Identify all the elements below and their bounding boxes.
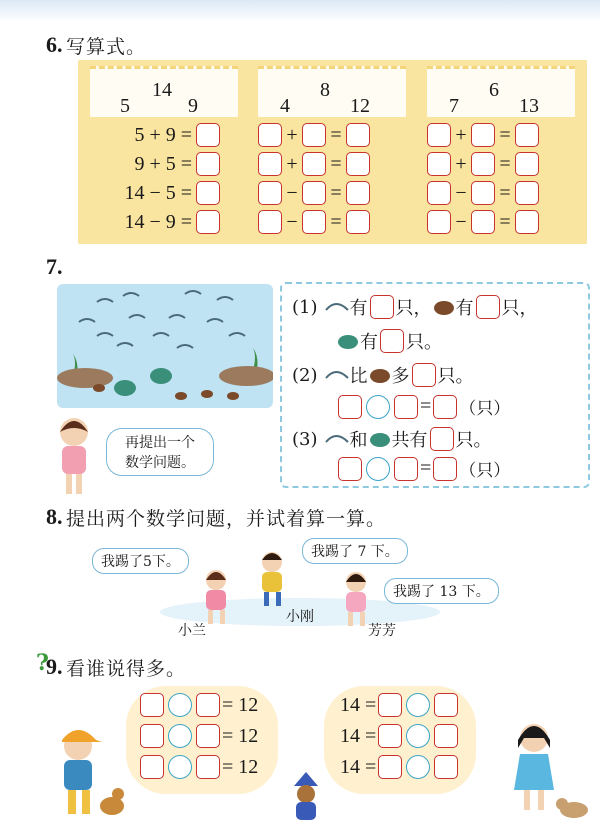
- monkey-wizard-illustration: [286, 770, 326, 826]
- equation-row: [427, 151, 579, 177]
- answer-box[interactable]: [476, 295, 500, 319]
- text: 有: [360, 332, 378, 353]
- answer-box[interactable]: [302, 123, 326, 147]
- unit-label: （只）: [459, 461, 511, 481]
- equation-start: 14 =: [340, 755, 377, 778]
- item-number: (2): [292, 364, 318, 386]
- boy-with-dog-illustration: [48, 722, 128, 822]
- q7-equation-2: [336, 456, 510, 481]
- answer-box[interactable]: [258, 123, 282, 147]
- answer-box[interactable]: [346, 210, 370, 234]
- operator-circle[interactable]: [406, 693, 430, 717]
- operator: −: [455, 210, 467, 233]
- left-number: 5: [120, 95, 130, 117]
- answer-box[interactable]: [412, 363, 436, 387]
- left-number: 4: [280, 95, 290, 117]
- expression: 14 − 5 =: [124, 181, 192, 204]
- crab-icon: [368, 429, 392, 449]
- name-label: 小兰: [178, 623, 206, 639]
- text: 和: [349, 430, 368, 451]
- answer-box[interactable]: [427, 181, 451, 205]
- girl-illustration: [50, 414, 102, 500]
- operator-circle[interactable]: [366, 395, 390, 419]
- shell-icon: [175, 392, 187, 400]
- equals-sign: =: [330, 210, 342, 233]
- operator-circle[interactable]: [406, 724, 430, 748]
- speech-bubble: [106, 428, 214, 476]
- answer-box[interactable]: [434, 693, 458, 717]
- shrimp-icon: [324, 430, 350, 448]
- answer-box[interactable]: [515, 210, 539, 234]
- answer-box[interactable]: [302, 210, 326, 234]
- top-number: 8: [320, 79, 330, 101]
- shrimp-icon: [324, 366, 350, 384]
- q9-left-row: [138, 692, 258, 718]
- equation-row: [258, 180, 410, 206]
- answer-box[interactable]: [302, 181, 326, 205]
- text: 比: [349, 366, 368, 387]
- equation-row: [88, 122, 240, 148]
- speech-bubble-1: 我踢了5下。: [92, 548, 189, 574]
- item-number: (1): [292, 296, 318, 318]
- text: 共有: [391, 430, 428, 451]
- answer-box[interactable]: [302, 152, 326, 176]
- text: 只。: [437, 366, 474, 387]
- unit-label: （只）: [459, 399, 511, 419]
- operator-circle[interactable]: [168, 755, 192, 779]
- operator-circle[interactable]: [406, 755, 430, 779]
- answer-box[interactable]: [196, 152, 220, 176]
- answer-box[interactable]: [394, 395, 418, 419]
- text: 有: [455, 298, 474, 319]
- q7-line-1: [292, 294, 538, 320]
- answer-box[interactable]: [258, 181, 282, 205]
- number-triple: [258, 66, 406, 117]
- q8-number: 8.: [46, 504, 63, 529]
- answer-box[interactable]: [434, 724, 458, 748]
- q6-number: 6.: [46, 32, 63, 57]
- q7-question-box: [280, 282, 590, 488]
- equation-start: 14 =: [340, 724, 377, 747]
- q7-line-2: [336, 328, 442, 354]
- equals-sign: =: [420, 395, 432, 417]
- equals-sign: =: [499, 210, 511, 233]
- answer-box[interactable]: [140, 755, 164, 779]
- answer-box[interactable]: [427, 210, 451, 234]
- equation-row: [427, 122, 579, 148]
- q9-right-row: [340, 754, 460, 780]
- shell-icon: [93, 384, 105, 392]
- q9-left-row: [138, 723, 258, 749]
- q9-title: 看谁说得多。: [66, 658, 187, 680]
- operator: −: [286, 210, 298, 233]
- q7-line-5: [292, 426, 492, 452]
- q7-line-3: [292, 362, 474, 388]
- equals-sign: =: [330, 181, 342, 204]
- equation-result: = 12: [222, 755, 259, 778]
- answer-box[interactable]: [427, 123, 451, 147]
- shell-icon: [368, 366, 392, 384]
- operator-circle[interactable]: [168, 693, 192, 717]
- expression: 14 − 9 =: [124, 210, 192, 233]
- name-label: 芳芳: [368, 623, 396, 639]
- right-number: 12: [350, 95, 370, 117]
- item-number: (3): [292, 428, 318, 450]
- answer-box[interactable]: [338, 457, 362, 481]
- top-number: 14: [152, 79, 172, 101]
- q9-left-row: [138, 754, 258, 780]
- right-number: 13: [519, 95, 539, 117]
- answer-box[interactable]: [140, 693, 164, 717]
- answer-box[interactable]: [346, 181, 370, 205]
- top-number: 6: [489, 79, 499, 101]
- shell-icon: [201, 390, 213, 398]
- pond-illustration: [57, 284, 273, 408]
- equation-start: 14 =: [340, 693, 377, 716]
- answer-box[interactable]: [471, 210, 495, 234]
- answer-box[interactable]: [258, 152, 282, 176]
- q6-card-2: [246, 60, 418, 244]
- operator: +: [455, 152, 467, 175]
- number-triple: [90, 66, 238, 117]
- pond-scene: [57, 284, 273, 408]
- right-number: 9: [188, 95, 198, 117]
- operator: +: [286, 123, 298, 146]
- answer-box[interactable]: [433, 395, 457, 419]
- answer-box[interactable]: [471, 123, 495, 147]
- answer-box[interactable]: [433, 457, 457, 481]
- answer-box[interactable]: [196, 755, 220, 779]
- answer-box[interactable]: [515, 152, 539, 176]
- name-label: 小刚: [286, 609, 314, 625]
- bubble-line: 再提出一个: [125, 435, 195, 451]
- equation-result: = 12: [222, 724, 259, 747]
- crab-icon: [114, 380, 136, 396]
- text: 只，: [395, 298, 432, 319]
- equation-result: = 12: [222, 693, 259, 716]
- answer-box[interactable]: [378, 693, 402, 717]
- answer-box[interactable]: [346, 123, 370, 147]
- number-triple: [427, 66, 575, 117]
- shrimp-icon: [324, 298, 350, 316]
- answer-box[interactable]: [378, 724, 402, 748]
- equals-sign: =: [330, 123, 342, 146]
- operator: −: [286, 181, 298, 204]
- equation-row: [258, 122, 410, 148]
- equation-row: [427, 180, 579, 206]
- equation-row: [258, 151, 410, 177]
- equation-row: [88, 209, 240, 235]
- answer-box[interactable]: [196, 123, 220, 147]
- text: 只。: [455, 430, 492, 451]
- left-number: 7: [449, 95, 459, 117]
- answer-box[interactable]: [515, 123, 539, 147]
- answer-box[interactable]: [370, 295, 394, 319]
- q9-right-row: [340, 723, 460, 749]
- q8-title: 提出两个数学问题，并试着算一算。: [66, 508, 387, 530]
- equals-sign: =: [499, 123, 511, 146]
- expression: 9 + 5 =: [134, 152, 192, 175]
- equals-sign: =: [499, 181, 511, 204]
- answer-box[interactable]: [378, 755, 402, 779]
- answer-box[interactable]: [196, 181, 220, 205]
- q6-card-1: [78, 60, 250, 244]
- text: 有: [349, 298, 368, 319]
- answer-box[interactable]: [427, 152, 451, 176]
- crab-icon: [336, 331, 360, 351]
- speech-bubble-2: 我踢了 7 下。: [302, 538, 408, 564]
- answer-box[interactable]: [434, 755, 458, 779]
- q6-card-3: [415, 60, 587, 244]
- equals-sign: =: [330, 152, 342, 175]
- q7-equation-1: [336, 394, 510, 419]
- answer-box[interactable]: [196, 210, 220, 234]
- answer-box[interactable]: [258, 210, 282, 234]
- operator: +: [286, 152, 298, 175]
- answer-box[interactable]: [471, 152, 495, 176]
- equals-sign: =: [420, 457, 432, 479]
- operator-circle[interactable]: [168, 724, 192, 748]
- rock-icon: [57, 368, 113, 388]
- text: 多: [391, 366, 410, 387]
- equation-row: [88, 180, 240, 206]
- equals-sign: =: [499, 152, 511, 175]
- equation-row: [88, 151, 240, 177]
- q7-number: 7.: [46, 254, 63, 279]
- text: 只。: [406, 332, 442, 353]
- equation-row: [427, 209, 579, 235]
- answer-box[interactable]: [394, 457, 418, 481]
- answer-box[interactable]: [471, 181, 495, 205]
- kid-xiaolan: [194, 568, 238, 628]
- answer-box[interactable]: [196, 693, 220, 717]
- answer-box[interactable]: [515, 181, 539, 205]
- answer-box[interactable]: [430, 427, 454, 451]
- answer-box[interactable]: [380, 329, 404, 353]
- question-mark-icon: ?: [36, 650, 49, 676]
- crab-icon: [150, 368, 172, 384]
- speech-bubble-3: 我踢了 13 下。: [384, 578, 499, 604]
- answer-box[interactable]: [196, 724, 220, 748]
- answer-box[interactable]: [338, 395, 362, 419]
- rock-icon: [219, 366, 273, 386]
- answer-box[interactable]: [140, 724, 164, 748]
- kid-xiaogang: [250, 550, 294, 610]
- equation-row: [258, 209, 410, 235]
- top-band: [0, 0, 600, 22]
- operator: −: [455, 181, 467, 204]
- shell-icon: [227, 392, 239, 400]
- answer-box[interactable]: [346, 152, 370, 176]
- operator: +: [455, 123, 467, 146]
- q9-number: 9.: [46, 654, 63, 679]
- q9-right-row: [340, 692, 460, 718]
- bubble-line: 数学问题。: [125, 455, 195, 471]
- girl-with-dog-illustration: [508, 718, 592, 822]
- shrimp-icons: [79, 291, 245, 348]
- q6-title: 写算式。: [66, 36, 147, 58]
- expression: 5 + 9 =: [134, 123, 192, 146]
- shell-icon: [432, 298, 456, 316]
- text: 只，: [501, 298, 538, 319]
- operator-circle[interactable]: [366, 457, 390, 481]
